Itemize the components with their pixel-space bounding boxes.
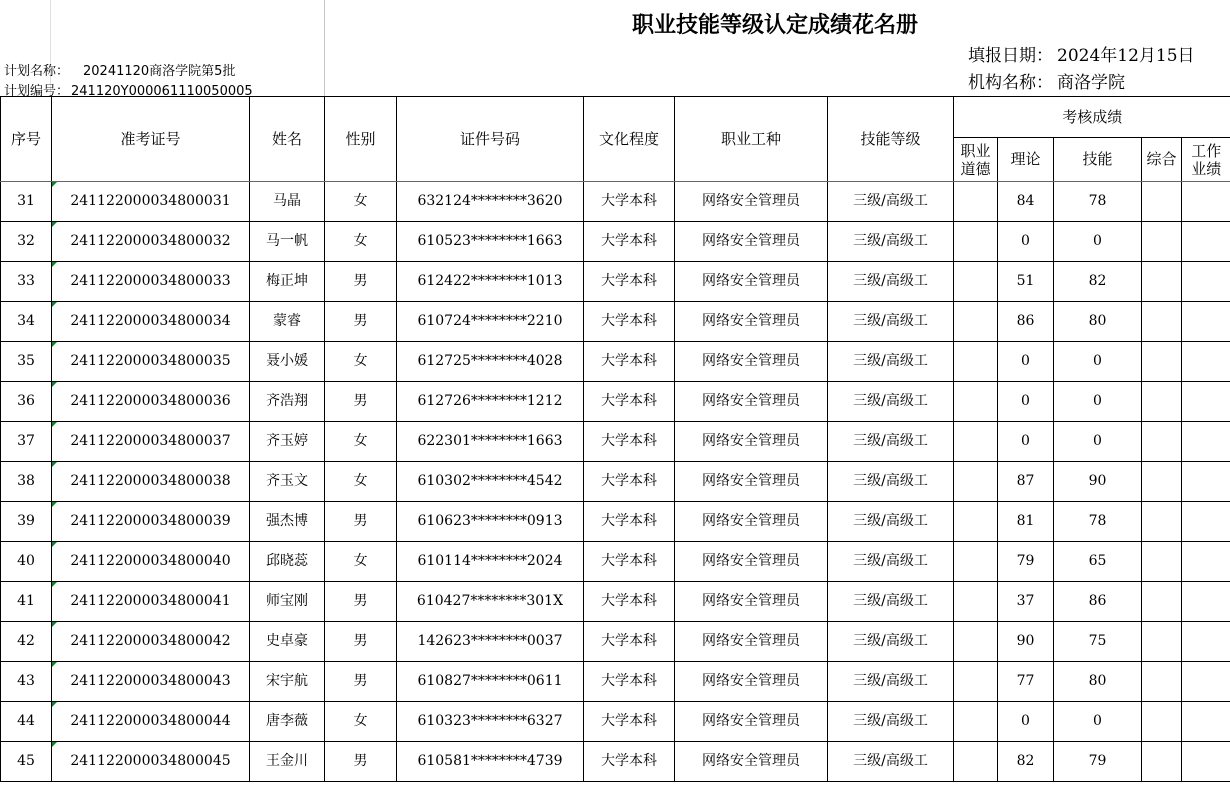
- cell-level: 三级/高级工: [828, 542, 954, 582]
- cell-ethics: [954, 662, 998, 702]
- cell-occupation: 网络安全管理员: [675, 382, 828, 422]
- cell-ethics: [954, 262, 998, 302]
- cell-exam-id: 241122000034800039: [52, 502, 250, 542]
- table-row: [1, 702, 1230, 742]
- cell-level: 三级/高级工: [828, 382, 954, 422]
- cell-id-no: 610581********4739: [397, 742, 584, 782]
- cell-exam-id: 241122000034800045: [52, 742, 250, 782]
- cell-gender: 男: [325, 382, 397, 422]
- cell-theory: 81: [998, 502, 1054, 542]
- cell-level: 三级/高级工: [828, 742, 954, 782]
- cell-level: 三级/高级工: [828, 342, 954, 382]
- cell-occupation: 网络安全管理员: [675, 742, 828, 782]
- cell-level: 三级/高级工: [828, 262, 954, 302]
- cell-gender: 男: [325, 262, 397, 302]
- cell-skill: 0: [1054, 222, 1142, 262]
- cell-name: 梅正坤: [250, 262, 325, 302]
- cell-occupation: 网络安全管理员: [675, 702, 828, 742]
- cell-education: 大学本科: [584, 342, 675, 382]
- cell-exam-id: 241122000034800037: [52, 422, 250, 462]
- cell-gender: 女: [325, 462, 397, 502]
- cell-exam-id: 241122000034800036: [52, 382, 250, 422]
- cell-id-no: 610427********301X: [397, 582, 584, 622]
- header-work: [1182, 138, 1230, 182]
- cell-id-no: 610724********2210: [397, 302, 584, 342]
- cell-overall: [1142, 702, 1182, 742]
- cell-work: [1182, 422, 1230, 462]
- table-row: [1, 262, 1230, 302]
- cell-id-no: 610523********1663: [397, 222, 584, 262]
- cell-level: 三级/高级工: [828, 702, 954, 742]
- cell-gender: 女: [325, 542, 397, 582]
- cell-exam-id: 241122000034800031: [52, 182, 250, 222]
- cell-work: [1182, 222, 1230, 262]
- cell-work: [1182, 302, 1230, 342]
- cell-skill: 82: [1054, 262, 1142, 302]
- cell-skill: 86: [1054, 582, 1142, 622]
- cell-level: 三级/高级工: [828, 662, 954, 702]
- cell-level: 三级/高级工: [828, 502, 954, 542]
- header-work-text: 工作业绩: [1191, 141, 1222, 178]
- cell-occupation: 网络安全管理员: [675, 182, 828, 222]
- cell-seq: 33: [1, 262, 52, 302]
- cell-occupation: 网络安全管理员: [675, 342, 828, 382]
- cell-seq: 41: [1, 582, 52, 622]
- cell-work: [1182, 582, 1230, 622]
- table-row: [1, 182, 1230, 222]
- cell-gender: 女: [325, 422, 397, 462]
- cell-education: 大学本科: [584, 422, 675, 462]
- cell-occupation: 网络安全管理员: [675, 662, 828, 702]
- cell-overall: [1142, 262, 1182, 302]
- cell-level: 三级/高级工: [828, 582, 954, 622]
- cell-name: 王金川: [250, 742, 325, 782]
- cell-gender: 男: [325, 622, 397, 662]
- plan-name-value: 20241120商洛学院第5批: [83, 64, 236, 79]
- cell-theory: 79: [998, 542, 1054, 582]
- cell-occupation: 网络安全管理员: [675, 502, 828, 542]
- cell-exam-id: 241122000034800042: [52, 622, 250, 662]
- cell-work: [1182, 702, 1230, 742]
- cell-theory: 0: [998, 422, 1054, 462]
- cell-exam-id: 241122000034800043: [52, 662, 250, 702]
- cell-work: [1182, 182, 1230, 222]
- table-row: [1, 422, 1230, 462]
- cell-occupation: 网络安全管理员: [675, 222, 828, 262]
- table-row: [1, 462, 1230, 502]
- cell-id-no: 612422********1013: [397, 262, 584, 302]
- cell-name: 邱晓蕊: [250, 542, 325, 582]
- header-ethics-text: 职业道德: [960, 141, 991, 178]
- table-row: [1, 382, 1230, 422]
- cell-name: 马晶: [250, 182, 325, 222]
- cell-gender: 男: [325, 502, 397, 542]
- cell-seq: 44: [1, 702, 52, 742]
- header-skill: 技能: [1054, 138, 1142, 182]
- cell-level: 三级/高级工: [828, 302, 954, 342]
- cell-ethics: [954, 342, 998, 382]
- cell-ethics: [954, 502, 998, 542]
- table-row: [1, 742, 1230, 782]
- cell-overall: [1142, 622, 1182, 662]
- cell-name: 师宝刚: [250, 582, 325, 622]
- cell-theory: 0: [998, 222, 1054, 262]
- cell-id-no: 622301********1663: [397, 422, 584, 462]
- cell-ethics: [954, 182, 998, 222]
- cell-theory: 0: [998, 702, 1054, 742]
- cell-id-no: 612726********1212: [397, 382, 584, 422]
- cell-name: 齐浩翔: [250, 382, 325, 422]
- cell-education: 大学本科: [584, 182, 675, 222]
- fill-date-label: 填报日期：: [968, 46, 1053, 66]
- cell-ethics: [954, 302, 998, 342]
- cell-id-no: 612725********4028: [397, 342, 584, 382]
- plan-name-line: [4, 60, 235, 79]
- cell-overall: [1142, 462, 1182, 502]
- table-row: [1, 622, 1230, 662]
- cell-id-no: 632124********3620: [397, 182, 584, 222]
- cell-overall: [1142, 182, 1182, 222]
- cell-skill: 79: [1054, 742, 1142, 782]
- cell-education: 大学本科: [584, 622, 675, 662]
- cell-education: 大学本科: [584, 542, 675, 582]
- cell-exam-id: 241122000034800041: [52, 582, 250, 622]
- cell-skill: 0: [1054, 382, 1142, 422]
- cell-seq: 38: [1, 462, 52, 502]
- cell-occupation: 网络安全管理员: [675, 622, 828, 662]
- cell-level: 三级/高级工: [828, 422, 954, 462]
- cell-exam-id: 241122000034800033: [52, 262, 250, 302]
- cell-education: 大学本科: [584, 742, 675, 782]
- cell-skill: 90: [1054, 462, 1142, 502]
- cell-seq: 36: [1, 382, 52, 422]
- org-value: 商洛学院: [1057, 73, 1125, 93]
- header-name: 姓名: [250, 97, 325, 182]
- cell-seq: 40: [1, 542, 52, 582]
- plan-code-label: 计划编号：: [4, 84, 70, 99]
- cell-ethics: [954, 542, 998, 582]
- cell-gender: 男: [325, 742, 397, 782]
- cell-name: 蒙睿: [250, 302, 325, 342]
- cell-seq: 43: [1, 662, 52, 702]
- cell-theory: 37: [998, 582, 1054, 622]
- cell-gender: 女: [325, 222, 397, 262]
- cell-overall: [1142, 662, 1182, 702]
- cell-id-no: 610302********4542: [397, 462, 584, 502]
- header-ethics: [954, 138, 998, 182]
- cell-education: 大学本科: [584, 262, 675, 302]
- cell-overall: [1142, 342, 1182, 382]
- cell-name: 史卓豪: [250, 622, 325, 662]
- cell-education: 大学本科: [584, 382, 675, 422]
- cell-theory: 0: [998, 382, 1054, 422]
- cell-ethics: [954, 702, 998, 742]
- cell-seq: 32: [1, 222, 52, 262]
- cell-exam-id: 241122000034800044: [52, 702, 250, 742]
- cell-overall: [1142, 582, 1182, 622]
- cell-name: 强杰博: [250, 502, 325, 542]
- cell-education: 大学本科: [584, 502, 675, 542]
- plan-code-value: 241120Y000061110050005: [71, 84, 253, 99]
- cell-gender: 男: [325, 302, 397, 342]
- header-education: 文化程度: [584, 97, 675, 182]
- header-gender: [325, 97, 397, 182]
- cell-theory: 87: [998, 462, 1054, 502]
- table-row: [1, 582, 1230, 622]
- cell-work: [1182, 262, 1230, 302]
- cell-theory: 84: [998, 182, 1054, 222]
- cell-skill: 0: [1054, 422, 1142, 462]
- cell-skill: 80: [1054, 302, 1142, 342]
- cell-work: [1182, 662, 1230, 702]
- cell-exam-id: 241122000034800032: [52, 222, 250, 262]
- cell-occupation: 网络安全管理员: [675, 302, 828, 342]
- cell-skill: 75: [1054, 622, 1142, 662]
- cell-ethics: [954, 222, 998, 262]
- top-gridline: [324, 0, 325, 97]
- cell-id-no: 142623********0037: [397, 622, 584, 662]
- cell-seq: 34: [1, 302, 52, 342]
- cell-skill: 0: [1054, 342, 1142, 382]
- cell-name: 齐玉文: [250, 462, 325, 502]
- cell-id-no: 610323********6327: [397, 702, 584, 742]
- cell-seq: 42: [1, 622, 52, 662]
- cell-level: 三级/高级工: [828, 182, 954, 222]
- header-level: 技能等级: [828, 97, 954, 182]
- cell-education: 大学本科: [584, 462, 675, 502]
- header-theory: 理论: [998, 138, 1054, 182]
- header-row-1: [1, 97, 1230, 138]
- cell-level: 三级/高级工: [828, 462, 954, 502]
- cell-id-no: 610114********2024: [397, 542, 584, 582]
- table-row: [1, 302, 1230, 342]
- cell-id-no: 610623********0913: [397, 502, 584, 542]
- cell-level: 三级/高级工: [828, 222, 954, 262]
- cell-ethics: [954, 422, 998, 462]
- score-roster-table: [0, 96, 1230, 782]
- table-row: [1, 502, 1230, 542]
- cell-level: 三级/高级工: [828, 622, 954, 662]
- cell-occupation: 网络安全管理员: [675, 542, 828, 582]
- cell-gender: 男: [325, 662, 397, 702]
- cell-gender: 女: [325, 702, 397, 742]
- cell-overall: [1142, 422, 1182, 462]
- header-overall: 综合: [1142, 138, 1182, 182]
- cell-theory: 86: [998, 302, 1054, 342]
- cell-ethics: [954, 382, 998, 422]
- cell-ethics: [954, 462, 998, 502]
- cell-education: 大学本科: [584, 702, 675, 742]
- cell-occupation: 网络安全管理员: [675, 422, 828, 462]
- cell-ethics: [954, 582, 998, 622]
- cell-theory: 51: [998, 262, 1054, 302]
- cell-overall: [1142, 222, 1182, 262]
- cell-education: 大学本科: [584, 582, 675, 622]
- cell-exam-id: 241122000034800034: [52, 302, 250, 342]
- cell-skill: 80: [1054, 662, 1142, 702]
- header-gender-text: 性别: [345, 130, 376, 148]
- fill-date-value: 2024年12月15日: [1057, 46, 1195, 66]
- cell-education: 大学本科: [584, 662, 675, 702]
- cell-occupation: 网络安全管理员: [675, 262, 828, 302]
- header-id-no: 证件号码: [397, 97, 584, 182]
- cell-name: 马一帆: [250, 222, 325, 262]
- cell-id-no: 610827********0611: [397, 662, 584, 702]
- cell-work: [1182, 342, 1230, 382]
- table-row: [1, 662, 1230, 702]
- cell-work: [1182, 742, 1230, 782]
- org-label: 机构名称：: [968, 73, 1053, 93]
- fill-date-line: [968, 41, 1195, 66]
- header-occupation: 职业工种: [675, 97, 828, 182]
- cell-gender: 女: [325, 342, 397, 382]
- cell-name: 齐玉婷: [250, 422, 325, 462]
- cell-exam-id: 241122000034800040: [52, 542, 250, 582]
- cell-work: [1182, 462, 1230, 502]
- cell-exam-id: 241122000034800035: [52, 342, 250, 382]
- cell-seq: 39: [1, 502, 52, 542]
- cell-name: 唐李薇: [250, 702, 325, 742]
- cell-name: 宋宇航: [250, 662, 325, 702]
- table-row: [1, 222, 1230, 262]
- cell-ethics: [954, 742, 998, 782]
- cell-work: [1182, 542, 1230, 582]
- cell-overall: [1142, 742, 1182, 782]
- cell-occupation: 网络安全管理员: [675, 462, 828, 502]
- cell-theory: 77: [998, 662, 1054, 702]
- cell-gender: 女: [325, 182, 397, 222]
- header-scores-group: 考核成绩: [954, 97, 1230, 138]
- header-seq: 序号: [1, 97, 52, 182]
- cell-name: 聂小媛: [250, 342, 325, 382]
- cell-occupation: 网络安全管理员: [675, 582, 828, 622]
- cell-seq: 45: [1, 742, 52, 782]
- table-row: [1, 342, 1230, 382]
- page-title: 职业技能等级认定成绩花名册: [631, 12, 918, 38]
- cell-overall: [1142, 382, 1182, 422]
- cell-overall: [1142, 542, 1182, 582]
- cell-theory: 82: [998, 742, 1054, 782]
- cell-work: [1182, 622, 1230, 662]
- header-exam-id: 准考证号: [52, 97, 250, 182]
- cell-theory: 90: [998, 622, 1054, 662]
- org-line: [968, 68, 1125, 93]
- cell-gender: 男: [325, 582, 397, 622]
- cell-ethics: [954, 622, 998, 662]
- cell-overall: [1142, 502, 1182, 542]
- cell-work: [1182, 502, 1230, 542]
- cell-overall: [1142, 302, 1182, 342]
- cell-skill: 0: [1054, 702, 1142, 742]
- cell-skill: 78: [1054, 502, 1142, 542]
- plan-name-label: 计划名称：: [4, 64, 70, 79]
- cell-skill: 78: [1054, 182, 1142, 222]
- cell-education: 大学本科: [584, 222, 675, 262]
- cell-seq: 37: [1, 422, 52, 462]
- cell-theory: 0: [998, 342, 1054, 382]
- cell-seq: 31: [1, 182, 52, 222]
- table-row: [1, 542, 1230, 582]
- cell-exam-id: 241122000034800038: [52, 462, 250, 502]
- cell-seq: 35: [1, 342, 52, 382]
- cell-skill: 65: [1054, 542, 1142, 582]
- cell-education: 大学本科: [584, 302, 675, 342]
- cell-work: [1182, 382, 1230, 422]
